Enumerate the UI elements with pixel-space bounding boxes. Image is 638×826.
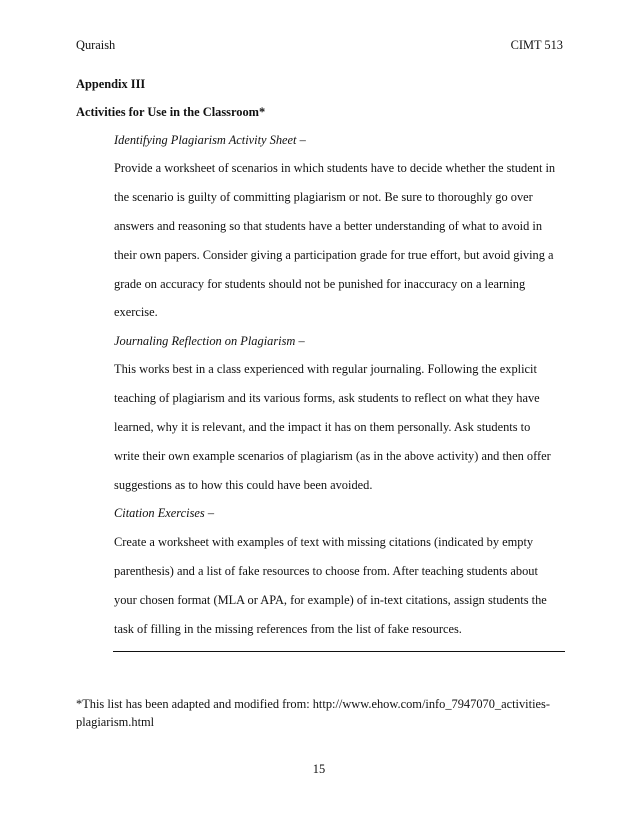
page-number: 15 <box>312 762 326 776</box>
running-header-author: Quraish <box>76 38 116 52</box>
paragraph-line: your chosen format (MLA or APA, for example) of in-text citations, assign students the <box>114 593 547 607</box>
paragraph-line: answers and reasoning so that students have a better understanding of what to avoid in <box>114 219 543 233</box>
paragraph-line: This works best in a class experienced with regular journaling. Following the explicit <box>114 362 537 376</box>
appendix-title: Appendix III <box>76 77 146 91</box>
activity-title: Identifying Plagiarism Activity Sheet – <box>114 133 306 147</box>
footnote-line-2: plagiarism.html <box>76 715 155 729</box>
footnote-line-1: *This list has been adapted and modified from: http://www.ehow.com/info_7947070_activities- <box>76 697 550 711</box>
section-title: Activities for Use in the Classroom* <box>76 105 266 119</box>
horizontal-rule <box>113 651 565 652</box>
activity-title: Journaling Reflection on Plagiarism – <box>114 334 305 348</box>
running-header-course: CIMT 513 <box>510 38 563 52</box>
paragraph-line: parenthesis) and a list of fake resources to choose from. After teaching students about <box>114 564 538 578</box>
activity-title: Citation Exercises – <box>114 506 215 520</box>
paragraph-line: learned, why it is relevant, and the impact it has on them personally. Ask students to <box>114 420 531 434</box>
paragraph-line: Provide a worksheet of scenarios in which students have to decide whether the student in <box>114 161 556 175</box>
paragraph-line: suggestions as to how this could have been avoided. <box>114 478 373 492</box>
paragraph-line: exercise. <box>114 305 158 319</box>
paragraph-line: the scenario is guilty of committing plagiarism or not. Be sure to thoroughly go over <box>114 190 533 204</box>
paragraph-line: task of filling in the missing references from the list of fake resources. <box>114 622 462 636</box>
paragraph-line: grade on accuracy for students should not be punished for inaccuracy on a learning <box>114 277 526 291</box>
paragraph-line: teaching of plagiarism and its various forms, ask students to reflect on what they have <box>114 391 540 405</box>
paragraph-line: their own papers. Consider giving a participation grade for true effort, but avoid giving a <box>114 248 554 262</box>
paragraph-line: Create a worksheet with examples of text with missing citations (indicated by empty <box>114 535 534 549</box>
paragraph-line: write their own example scenarios of plagiarism (as in the above activity) and then offer <box>114 449 551 463</box>
